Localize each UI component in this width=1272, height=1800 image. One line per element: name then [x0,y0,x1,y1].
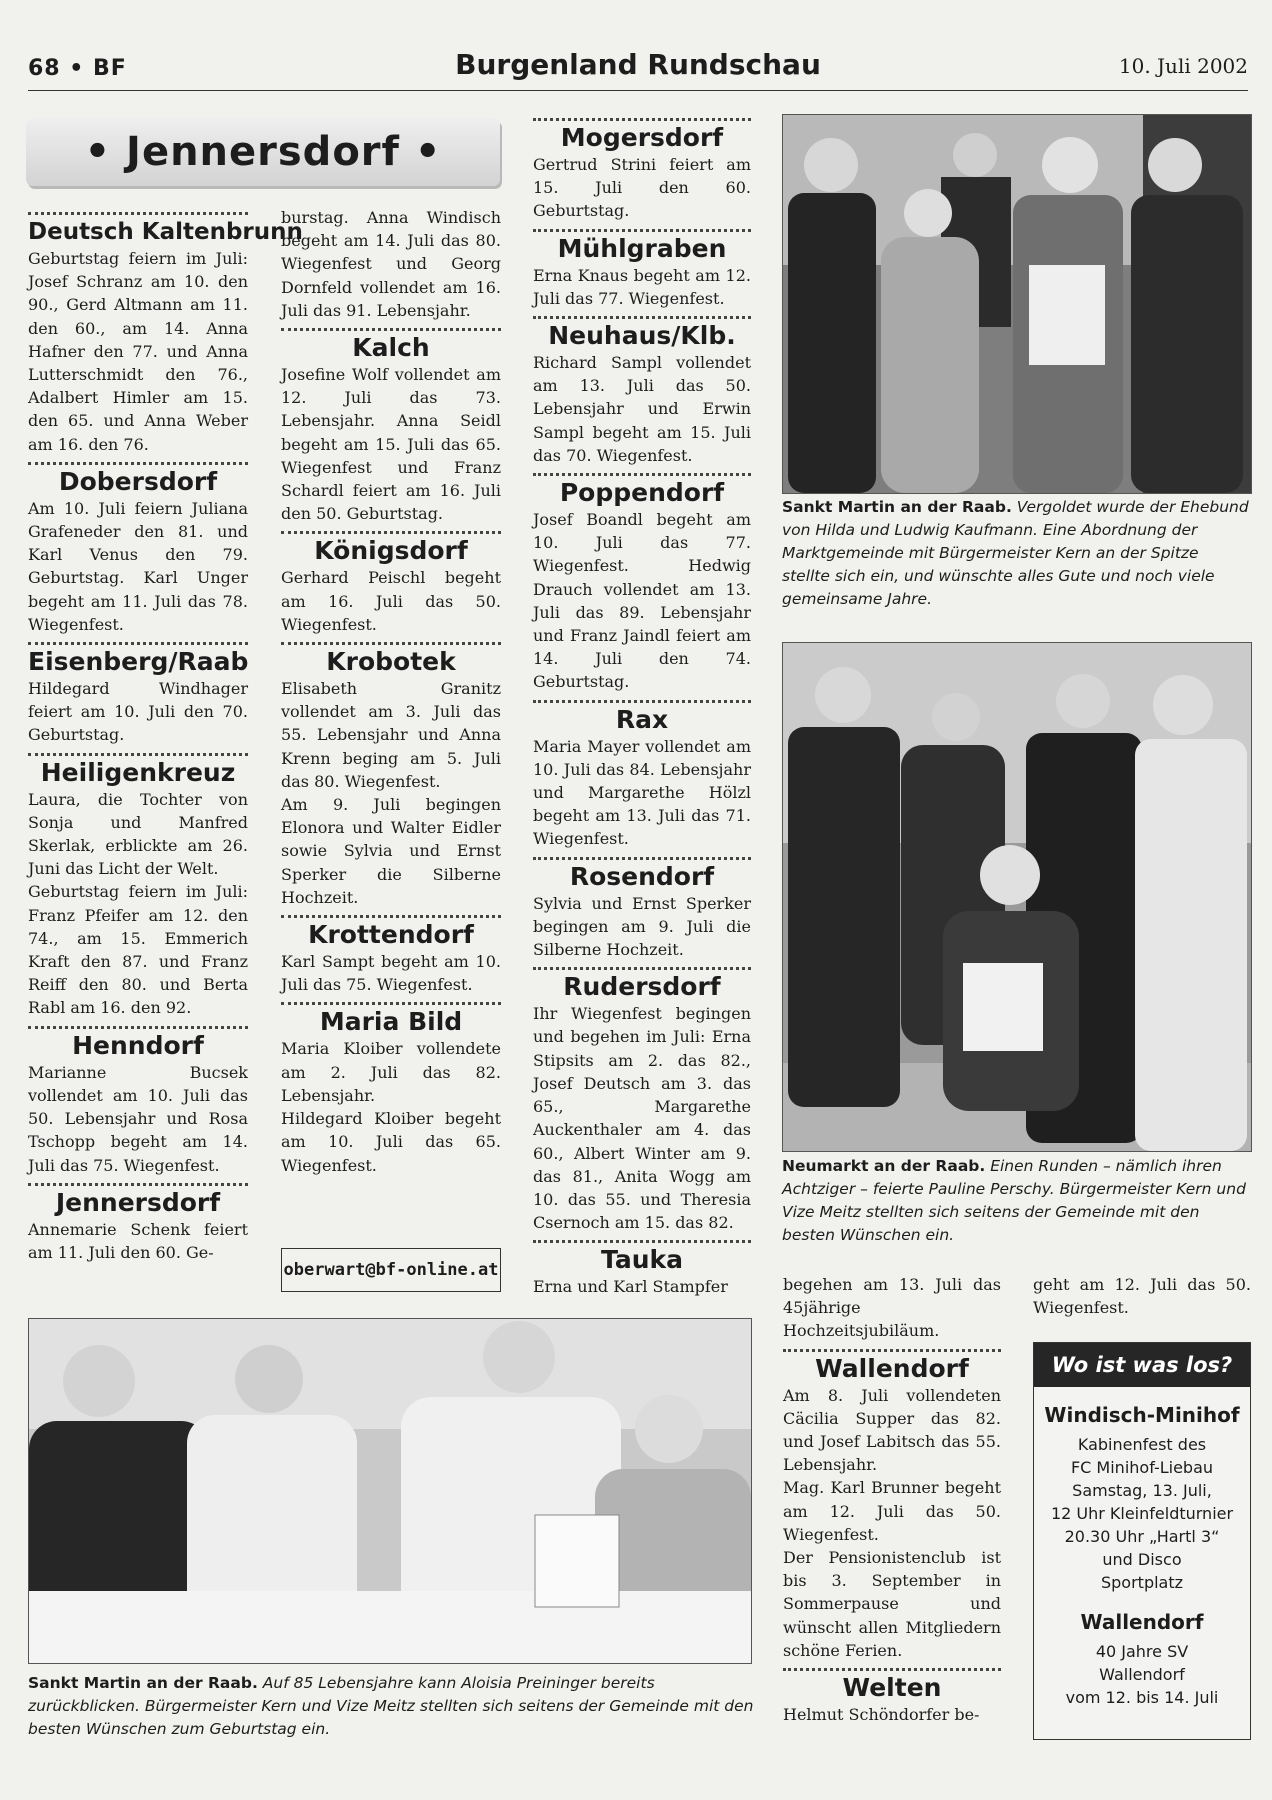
dotted-divider [28,212,248,215]
article-text: Maria Mayer vollendet am 10. Juli das 84. Lebensjahr und Margarethe Hölzl begeht am 13. Juli das 71. Wiegenfest. [533,736,751,849]
article-text: Hildegard Windhager feiert am 10. Juli den 70. Geburtstag. [28,679,248,745]
event-place: Windisch-Minihof [1044,1403,1240,1427]
dotted-divider [533,118,751,121]
photo-caption: Sankt Martin an der Raab. Vergoldet wurde der Ehebund von Hilda und Ludwig Kaufmann. Eine Abordnung der Marktgemeinde mit Bürgermeister Kern an der Spitze stellte sich ein, und wünschte alles Gute und noch viele gemeinsame Jahre. [782,498,1249,608]
article-heading: Krobotek [326,647,456,677]
column-3 [533,118,751,1305]
dotted-divider [533,700,751,703]
article-text: Gertrud Strini feiert am 15. Juli den 60. Geburtstag. [533,155,751,221]
article-text: Karl Sampt begeht am 10. Juli das 75. Wiegenfest. [281,952,501,995]
article-text: Josef Boandl begeht am 10. Juli das 77. Wiegenfest. Hedwig Drauch vollendet am 13. Juli das 89. Lebensjahr und Franz Jaindl feiert am 14. Juli den 74. Geburtstag. [533,510,751,692]
article-heading: Mühlgraben [557,233,727,263]
photo-caption: Neumarkt an der Raab. Einen Runden – nämlich ihren Achtziger – feierte Pauline Perschy. Bürgermeister Kern und Vize Meitz stellten sich seitens der Gemeinde mit den besten Wünschen ein. [782,1157,1246,1244]
column-5 [1033,1273,1251,1325]
article-text: Annemarie Schenk feiert am 11. Juli den 60. Ge- [28,1219,248,1262]
photo-graphic [783,643,1251,1151]
dotted-divider [533,473,751,476]
event-details: Kabinenfest des FC Minihof-Liebau Samstag, 13. Juli, 12 Uhr Kleinfeldturnier 20.30 Uhr „Hartl 3“ und Disco Sportplatz [1050,1435,1234,1592]
contact-email[interactable]: oberwart@bf-online.at [281,1248,501,1292]
dotted-divider [28,462,248,465]
dotted-divider [533,316,751,319]
article-text: Geburtstag feiern im Juli: Josef Schranz am 10. den 90., Gerd Altmann am 11. den 60., am 14. Anna Hafner den 77. und Anna Lutterschmidt den 76., Adalbert Himler am 15. den 65. und Anna Weber am 16. den 76. [28,249,248,454]
dotted-divider [28,642,248,645]
dotted-divider [533,967,751,970]
article-text: geht am 12. Juli das 50. Wiegenfest. [1033,1275,1251,1318]
article-heading: Krottendorf [308,920,474,950]
issue-date: 10. Juli 2002 [1118,54,1248,78]
article-text: Elisabeth Granitz vollendet am 3. Juli das 55. Lebensjahr und Anna Krenn beging am 5. Juli das 80. Wiegenfest. Am 9. Juli begingen Elonora und Walter Eidler sowie Sylvia und Ernst Sperker die Silberne Hochzeit. [281,679,501,907]
photo-caption: Sankt Martin an der Raab. Auf 85 Lebensjahre kann Aloisia Preininger bereits zurückblicken. Bürgermeister Kern und Vize Meitz stellten sich seitens der Gemeinde mit den besten Wünschen zum Geburtstag ein. [28,1674,754,1738]
photo-birthday-perschy [782,642,1252,1152]
photo-birthday-preininger [28,1318,752,1664]
article-heading: Dobersdorf [58,466,218,496]
article-text: Am 10. Juli feiern Juliana Grafeneder den 81. und Karl Venus den 79. Geburtstag. Karl Unger begeht am 11. Juli das 78. Wiegenfest. [28,498,248,634]
dotted-divider [28,1183,248,1186]
article-heading: Welten [842,1673,942,1703]
section-title: • Jennersdorf • [84,129,442,175]
dotted-divider [533,1240,751,1243]
events-box [1033,1342,1251,1740]
article-heading: Königsdorf [314,536,468,566]
dotted-divider [28,1026,248,1029]
article-text: Am 8. Juli vollendeten Cäcilia Supper das 82. und Josef Labitsch das 55. Lebensjahr. Mag. Karl Brunner begeht am 12. Juli das 50. Wiegenfest. Der Pensionistenclub ist bis 3. September in Sommerpause und wünscht allen Mitgliedern schöne Ferien. [783,1385,1001,1660]
events-title: Wo ist was los? [1034,1343,1250,1387]
article-text: Helmut Schöndorfer be- [783,1705,980,1725]
article-text: Richard Sampl vollendet am 13. Juli das 50. Lebensjahr und Erwin Sampl begeht am 15. Juli das 70. Wiegenfest. [533,353,751,465]
article-text: burstag. Anna Windisch begeht am 14. Juli das 80. Wiegenfest und Georg Dornfeld vollendet am 16. Juli das 91. Lebensjahr. [281,208,501,320]
dotted-divider [783,1349,1001,1352]
article-heading: Eisenberg/Raab [28,647,249,677]
article-text: begehen am 13. Juli das 45jährige Hochzeitsjubiläum. [783,1275,1001,1341]
article-text: Josefine Wolf vollendet am 12. Juli das 73. Lebensjahr. Anna Seidl begeht am 15. Juli das 65. Wiegenfest und Franz Schardl feiert am 16. Juli den 50. Geburtstag. [281,365,501,524]
column-2 [281,206,501,1183]
article-heading: Rax [615,704,669,734]
article-heading: Rudersdorf [563,972,721,1002]
section-banner [26,118,500,186]
article-text: Maria Kloiber vollendete am 2. Juli das 82. Lebensjahr. Hildegard Kloiber begeht am 10. Juli das 65. Wiegenfest. [281,1039,501,1175]
event-place: Wallendorf [1080,1610,1204,1634]
dotted-divider [281,1002,501,1005]
article-heading: Wallendorf [815,1353,969,1383]
article-heading: Kalch [352,333,430,363]
photo-golden-wedding [782,114,1252,494]
article-heading: Rosendorf [569,861,715,891]
article-heading: Jennersdorf [55,1187,221,1217]
photo-graphic [29,1319,751,1663]
article-heading: Mogersdorf [560,123,724,152]
article-heading: Heiligenkreuz [40,757,236,787]
article-text: Ihr Wiegenfest begingen und begehen im Juli: Erna Stipsits am 2. das 82., Josef Deutsch am 3. das 65., Margarethe Auckenthaler am 4. das 60., Albert Winter am 9. das 81., Anita Wogg am 10. das 55. und Theresia Csernoch am 15. das 82. [533,1004,751,1233]
dotted-divider [281,531,501,534]
article-heading: Maria Bild [319,1007,463,1037]
article-heading: Neuhaus/Klb. [548,321,736,351]
column-1 [28,212,303,1270]
dotted-divider [28,753,248,756]
dotted-divider [281,642,501,645]
dotted-divider [533,857,751,860]
article-text: Erna Knaus begeht am 12. Juli das 77. Wiegenfest. [533,265,751,308]
dotted-divider [783,1668,1001,1671]
article-text: Erna und Karl Stampfer [533,1277,728,1297]
article-heading: Henndorf [72,1030,204,1060]
page-number: 68 • BF [28,56,127,81]
newspaper-name: Burgenland Rundschau [455,48,821,81]
dotted-divider [533,229,751,232]
article-text: Marianne Bucsek vollendet am 10. Juli das 50. Lebensjahr und Rosa Tschopp begeht am 14. Juli das 75. Wiegenfest. [28,1062,248,1175]
photo-graphic [783,115,1251,493]
article-text: Laura, die Tochter von Sonja und Manfred Skerlak, erblickte am 26. Juni das Licht der Welt. Geburtstag feiern im Juli: Franz Pfeifer am 12. den 74., am 15. Emmerich Kraft den 87. und Franz Reiff den 80. und Berta Rabl am 16. den 92. [28,789,248,1018]
page-header [28,46,1248,91]
dotted-divider [281,915,501,918]
article-text: Sylvia und Ernst Sperker begingen am 9. Juli die Silberne Hochzeit. [533,893,751,960]
column-4 [783,1273,1001,1732]
article-heading: Poppendorf [559,478,725,508]
article-text: Gerhard Peischl begeht am 16. Juli das 50. Wiegenfest. [281,568,501,634]
event-details: 40 Jahre SV Wallendorf vom 12. bis 14. Juli [1065,1642,1219,1707]
article-heading: Deutsch Kaltenbrunn [28,219,303,245]
article-heading: Tauka [601,1245,683,1275]
dotted-divider [281,328,501,331]
